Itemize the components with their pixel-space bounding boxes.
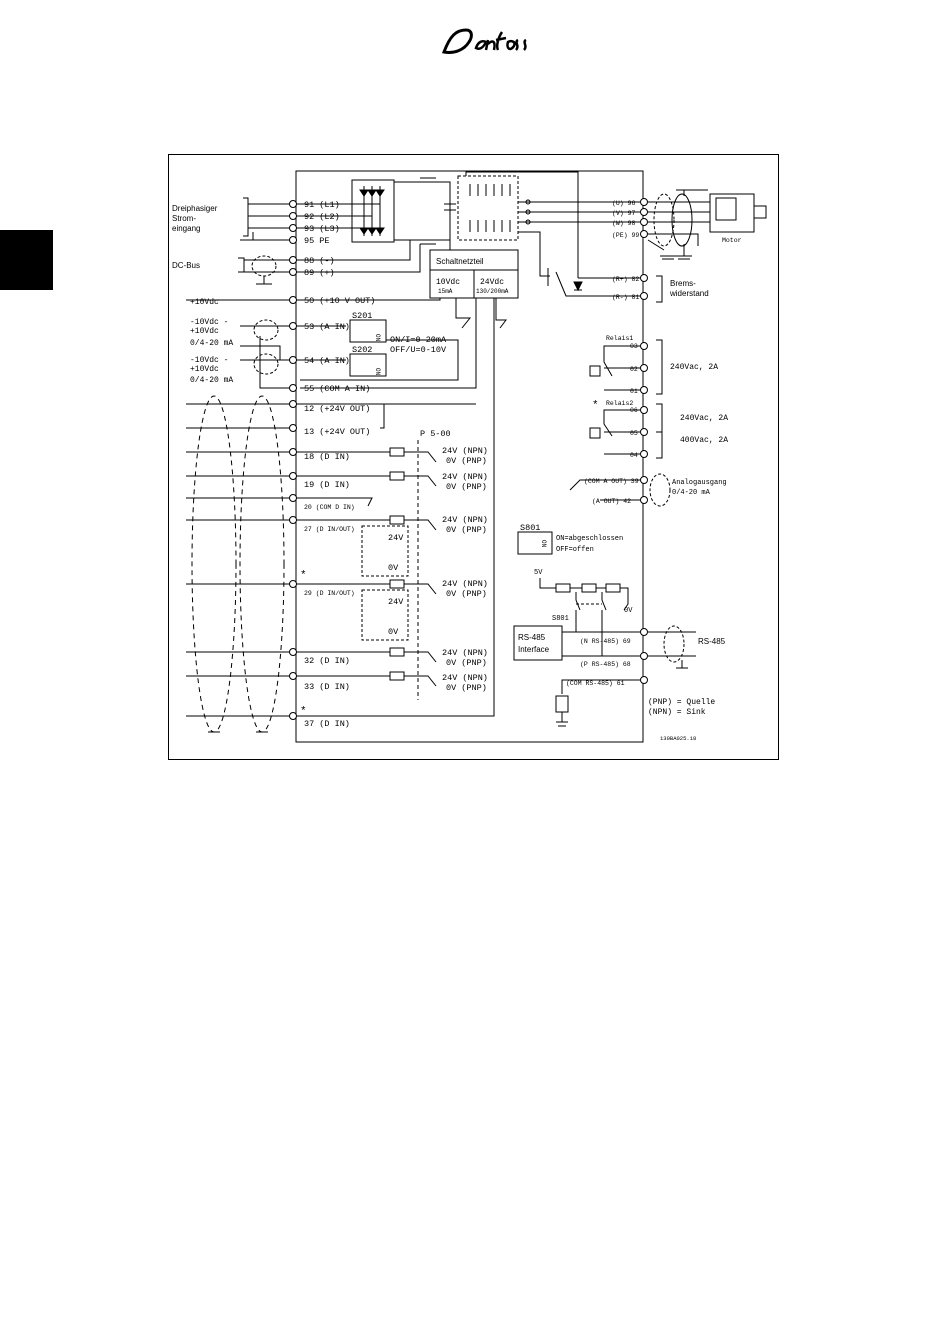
terminal-61: (COM RS-485) 61: [566, 680, 625, 687]
analog-label-2: 0/4-20 mA: [672, 489, 710, 497]
terminal-88: 88 (-): [304, 256, 335, 266]
rs485-ext: RS-485: [698, 637, 726, 646]
terminal-20: 20 (COM D IN): [304, 504, 355, 511]
terminal-53: 53 (A IN): [304, 322, 350, 332]
analog-label-1: Analogausgang: [672, 479, 727, 487]
ain53-label-1: -10Vdc -: [190, 318, 229, 327]
s201-label: S201: [352, 311, 373, 321]
pnp-quelle: (PNP) = Quelle: [648, 698, 716, 707]
switch-on-text: ON/I=0-20mA: [390, 335, 447, 345]
pnp-19: 0V (PNP): [446, 482, 487, 492]
terminal-55: 55 (COM A IN): [304, 384, 371, 394]
ov-label: 0V: [624, 607, 633, 615]
npn-19: 24V (NPN): [442, 472, 488, 482]
relay1-rating: 240Vac, 2A: [670, 363, 719, 372]
s801-bus-label: S801: [552, 615, 569, 623]
terminal-13: 13 (+24V OUT): [304, 427, 371, 437]
psu-24v: 24Vdc: [480, 278, 505, 287]
relay2-rating-1: 240Vac, 2A: [680, 414, 729, 423]
param-p500: P 5-00: [420, 429, 451, 439]
pnp-29: 0V (PNP): [446, 589, 487, 599]
relay-05: 05: [630, 430, 638, 437]
terminal-19: 19 (D IN): [304, 480, 350, 490]
terminal-81: (R-) 81: [612, 294, 640, 301]
terminal-82: (R+) 82: [612, 276, 640, 283]
psu-10v: 10Vdc: [436, 278, 461, 287]
terminal-99: (PE) 99: [612, 232, 640, 239]
s202-on: ON: [374, 368, 381, 376]
relay-04: 04: [630, 452, 638, 459]
npn-27: 24V (NPN): [442, 515, 488, 525]
ain53-label-3: 0/4-20 mA: [190, 339, 234, 348]
terminal-39: (COM A OUT) 39: [584, 478, 639, 485]
ain54-label-3: 0/4-20 mA: [190, 376, 234, 385]
mains-label-2: Strom-: [172, 214, 196, 223]
terminal-33: 33 (D IN): [304, 682, 350, 692]
ain54-label-2: +10Vdc: [190, 365, 219, 374]
terminal-29: 29 (D IN/OUT): [304, 590, 355, 597]
npn-32: 24V (NPN): [442, 648, 488, 658]
brake-label-2: widerstand: [670, 289, 709, 298]
terminal-92: 92 (L2): [304, 212, 340, 222]
rs485-iface-1: RS-485: [518, 633, 546, 642]
npn-18: 24V (NPN): [442, 446, 488, 456]
psu-title: Schaltnetzteil: [436, 257, 484, 266]
terminal-97: (V) 97: [612, 210, 636, 217]
v0-27: 0V: [388, 563, 399, 573]
terminal-98: (W) 98: [612, 220, 636, 227]
relay-06: 06: [630, 407, 638, 414]
brake-label-1: Brems-: [670, 279, 696, 288]
mains-label-1: Dreiphasiger: [172, 204, 218, 213]
terminal-27: 27 (D IN/OUT): [304, 526, 355, 533]
plus10-label: +10Vdc: [190, 298, 219, 307]
terminal-69: (N RS-485) 69: [580, 638, 631, 645]
terminal-89: 89 (+): [304, 268, 335, 278]
terminal-32: 32 (D IN): [304, 656, 350, 666]
relay-01: 01: [630, 388, 638, 395]
terminal-42: (A OUT) 42: [592, 498, 632, 505]
v5-label: 5V: [534, 569, 543, 577]
s801-on-text: ON=abgeschlossen: [556, 535, 624, 543]
relay2-rating-2: 400Vac, 2A: [680, 436, 729, 445]
star-37: *: [300, 706, 307, 718]
terminal-12: 12 (+24V OUT): [304, 404, 371, 414]
motor-label: Motor: [722, 237, 742, 244]
psu-15ma: 15mA: [438, 288, 453, 295]
terminal-37: 37 (D IN): [304, 719, 350, 729]
terminal-96: (U) 96: [612, 200, 636, 207]
terminal-95: 95 PE: [304, 236, 330, 246]
s801-label: S801: [520, 523, 541, 533]
dc-bus-label: DC-Bus: [172, 261, 201, 270]
pnp-33: 0V (PNP): [446, 683, 487, 693]
terminal-50: 50 (+10 V OUT): [304, 296, 376, 306]
s801-off-text: OFF=offen: [556, 546, 594, 554]
psu-130ma: 130/200mA: [476, 288, 509, 295]
pnp-18: 0V (PNP): [446, 456, 487, 466]
npn-sink: (NPN) = Sink: [648, 708, 706, 717]
s202-label: S202: [352, 345, 373, 355]
s801-on: ON: [540, 540, 547, 548]
terminal-91: 91 (L1): [304, 200, 340, 210]
v24-27: 24V: [388, 533, 404, 543]
terminal-68: (P RS-485) 68: [580, 661, 631, 668]
pnp-32: 0V (PNP): [446, 658, 487, 668]
star-relay2: *: [592, 400, 599, 412]
npn-33: 24V (NPN): [442, 673, 488, 683]
ain54-label-1: -10Vdc -: [190, 356, 229, 365]
relay-03: 03: [630, 343, 638, 350]
terminal-54: 54 (A IN): [304, 356, 350, 366]
relay2-label: Relais2: [606, 400, 634, 407]
mains-label-3: eingang: [172, 224, 201, 233]
v24-29: 24V: [388, 597, 404, 607]
switch-off-text: OFF/U=0-10V: [390, 345, 447, 355]
relay1-label: Relais1: [606, 335, 634, 342]
s201-on: ON: [374, 334, 381, 342]
terminal-93: 93 (L3): [304, 224, 340, 234]
relay-02: 02: [630, 366, 638, 373]
star-29: *: [300, 570, 307, 582]
ain53-label-2: +10Vdc: [190, 327, 219, 336]
rs485-iface-2: Interface: [518, 645, 550, 654]
pnp-27: 0V (PNP): [446, 525, 487, 535]
npn-29: 24V (NPN): [442, 579, 488, 589]
terminal-18: 18 (D IN): [304, 452, 350, 462]
drawing-code: 130BA025.18: [660, 735, 697, 742]
v0-29: 0V: [388, 627, 399, 637]
